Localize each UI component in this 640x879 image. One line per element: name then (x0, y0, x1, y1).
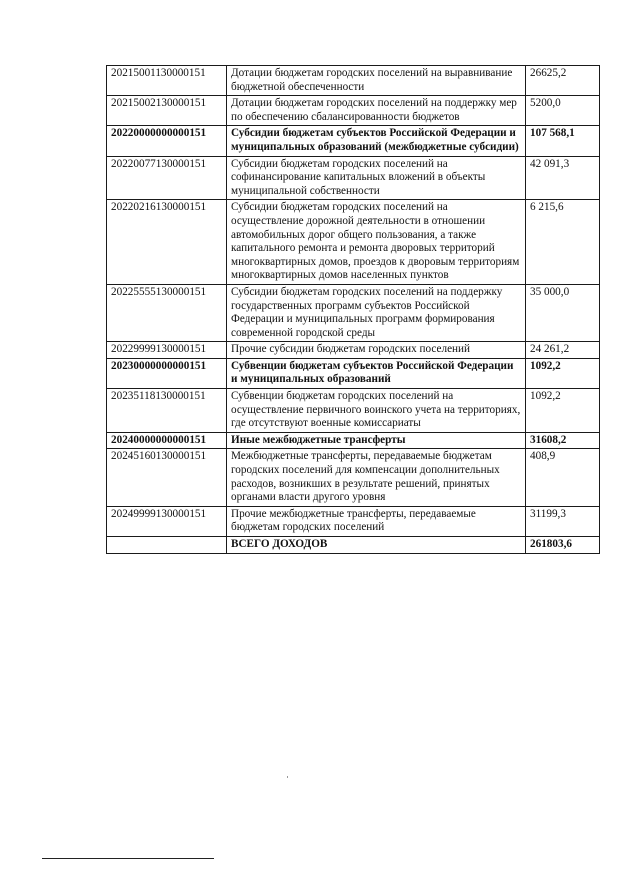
budget-code-cell: 20220077130000151 (107, 156, 227, 200)
budget-code-cell: 20225555130000151 (107, 284, 227, 341)
amount-cell: 6 215,6 (526, 200, 600, 285)
budget-code-cell: 20215002130000151 (107, 96, 227, 126)
table-row (107, 66, 600, 96)
amount-cell: 408,9 (526, 449, 600, 506)
revenue-name-cell: Прочие межбюджетные трансферты, передаваемые бюджетам городских поселений (227, 506, 526, 536)
budget-code-cell: 20220000000000151 (107, 126, 227, 156)
revenue-name-cell: Прочие субсидии бюджетам городских поселений (227, 342, 526, 359)
total-row (107, 537, 600, 554)
revenue-name-cell: Субсидии бюджетам городских поселений на софинансирование капитальных вложений в объекты муниципальной собственности (227, 156, 526, 200)
footnote-separator-line (42, 858, 214, 859)
revenue-name-cell: Иные межбюджетные трансферты (227, 432, 526, 449)
amount-cell: 5200,0 (526, 96, 600, 126)
budget-code-cell: 20229999130000151 (107, 342, 227, 359)
total-label-cell: ВСЕГО ДОХОДОВ (227, 537, 526, 554)
table-row (107, 284, 600, 341)
revenue-name-cell: Субвенции бюджетам городских поселений на осуществление первичного воинского учета на территориях, где отсутствуют военные комиссариаты (227, 389, 526, 433)
revenue-name-cell: Субсидии бюджетам городских поселений на осуществление дорожной деятельности в отношении автомобильных дорог общего пользования, а также капитального ремонта и ремонта дворовых территорий многоквартирных домов, проездов к дворовым территориям многоквартирных домов населенных пунктов (227, 200, 526, 285)
revenue-name-cell: Субсидии бюджетам городских поселений на поддержку государственных программ субъектов Российской Федерации и муниципальных программ формирования современной городской среды (227, 284, 526, 341)
budget-code-cell: 20230000000000151 (107, 358, 227, 388)
revenue-table-body (107, 66, 600, 554)
budget-code-cell: 20220216130000151 (107, 200, 227, 285)
scan-speck (287, 776, 288, 778)
table-row (107, 200, 600, 285)
amount-cell: 31199,3 (526, 506, 600, 536)
amount-cell: 107 568,1 (526, 126, 600, 156)
revenue-table (106, 65, 600, 554)
amount-cell: 1092,2 (526, 358, 600, 388)
table-row-group-header (107, 126, 600, 156)
revenue-name-cell: Межбюджетные трансферты, передаваемые бюджетам городских поселений для компенсации дополнительных расходов, возникших в результате решений, принятых органами власти другого уровня (227, 449, 526, 506)
revenue-name-cell: Дотации бюджетам городских поселений на поддержку мер по обеспечению сбалансированности бюджетов (227, 96, 526, 126)
budget-code-cell: 20235118130000151 (107, 389, 227, 433)
table-row-group-header (107, 358, 600, 388)
total-amount-cell: 261803,6 (526, 537, 600, 554)
budget-code-cell: 20249999130000151 (107, 506, 227, 536)
table-row (107, 449, 600, 506)
table-row-group-header (107, 432, 600, 449)
amount-cell: 24 261,2 (526, 342, 600, 359)
budget-code-cell (107, 537, 227, 554)
budget-code-cell: 20215001130000151 (107, 66, 227, 96)
revenue-name-cell: Субсидии бюджетам субъектов Российской Федерации и муниципальных образований (межбюджетные субсидии) (227, 126, 526, 156)
table-row (107, 96, 600, 126)
amount-cell: 31608,2 (526, 432, 600, 449)
revenue-name-cell: Субвенции бюджетам субъектов Российской Федерации и муниципальных образований (227, 358, 526, 388)
amount-cell: 26625,2 (526, 66, 600, 96)
amount-cell: 35 000,0 (526, 284, 600, 341)
revenue-name-cell: Дотации бюджетам городских поселений на выравнивание бюджетной обеспеченности (227, 66, 526, 96)
table-row (107, 389, 600, 433)
budget-code-cell: 20240000000000151 (107, 432, 227, 449)
table-row (107, 156, 600, 200)
budget-code-cell: 20245160130000151 (107, 449, 227, 506)
table-row (107, 342, 600, 359)
amount-cell: 42 091,3 (526, 156, 600, 200)
amount-cell: 1092,2 (526, 389, 600, 433)
table-row (107, 506, 600, 536)
